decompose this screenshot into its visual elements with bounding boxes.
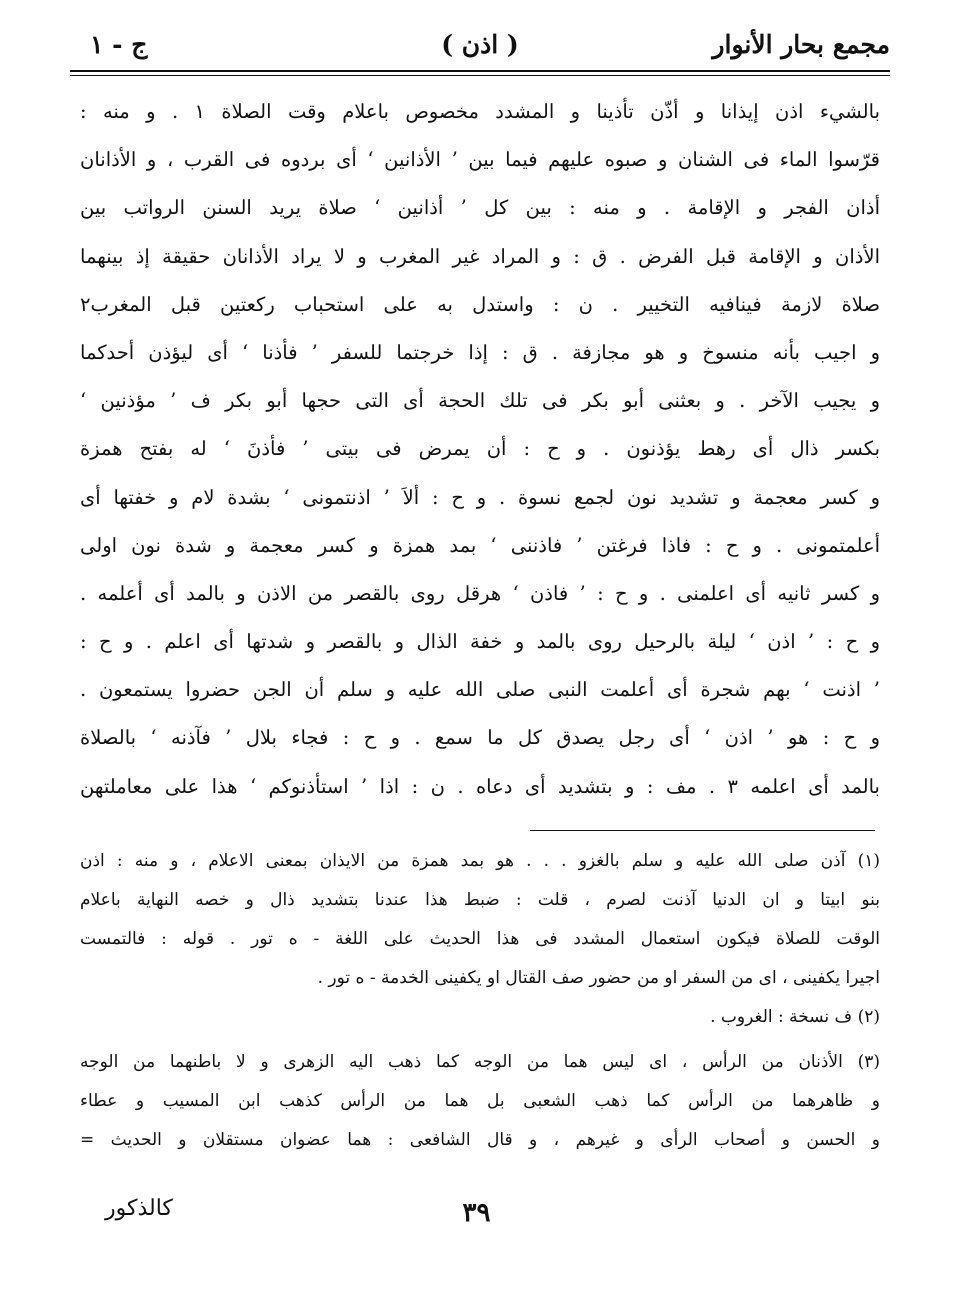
footnote-line: اجيرا يكفينى ، اى من السفر او من حضور صف القتال او يكفينى الخدمة - ه تور . [317,968,880,988]
entry-word: ( اذن ) [441,30,519,59]
header-rule-thin [70,75,890,76]
text-line: ’ اذنت ‘ بهم شجرة أى أعلمت النبى صلى الله عليه و سلم أن الجن حضروا يستمعون . [80,678,880,702]
text-line: و ح : ’ اذن ‘ ليلة بالرحيل روى بالمد و خفة الذال و بالقصر و شدتها أى اعلم . و ح : [80,630,880,654]
footnote-line: و الحسن و أصحاب الرأى و غيرهم ، و قال الشافعى : هما عضوان مستقلان و الحديث = [80,1130,880,1150]
text-line: بالشيء اذن إيذانا و أذّن تأذينا و المشدد مخصوص باعلام وقت الصلاة ١ . و منه : [80,100,880,123]
text-line: و ح : هو ’ اذن ‘ أى رجل يصدق كل ما سمع . و ح : فجاء بلال ’ فآذنه ‘ بالصلاة [80,726,880,750]
footnote-line: (٢) ف نسخة : الغروب . [710,1007,880,1027]
page-header [70,22,890,66]
book-title: مجمع بحار الأنوار [712,30,890,59]
footnote-line: (٣) الأذنان من الرأس ، اى ليس هما من الوجه كما ذهب اليه الزهرى و لا باطنهما من الوجه [80,1052,880,1072]
text-line: أذان الفجر و الإقامة . و منه : بين كل ’ أذانين ‘ صلاة يريد السنن الرواتب بين [80,196,880,220]
text-line: و كسر ثانيه أى اعلمنى . و ح : ’ فاذن ‘ هرقل روى بالقصر من الاذن و بالمد أى أعلمه . [80,581,880,605]
volume-number: ج - ١ [90,30,148,59]
text-line: و اجيب بأنه منسوخ و هو مجازفة . ق : إذا خرجتما للسفر ’ فأذنا ‘ أى ليؤذن أحدكما [80,340,880,364]
text-line: و يجيب الآخر . و بعثنى أبو بكر فى تلك الحجة أى التى حجها أبو بكر ف ’ مؤذنين ‘ [80,389,880,413]
footnote-line: و ظاهرهما من الرأس كما ذهب الشعبى بل هما من الرأس كذهب ابن المسيب و عطاء [80,1091,880,1111]
main-text [80,88,880,811]
header-rule [70,70,890,72]
text-line: بالمد أى اعلمه ٣ . مف : و بتشديد أى دعاه . ن : اذا ’ استأذنوكم ‘ هذا على معاملتهن [80,774,880,798]
text-line: الأذان و الإقامة قبل الفرض . ق : و المراد غير المغرب و لا يراد الأذانان حقيقة إذ بينهما [80,244,880,268]
text-line: بكسر ذال أى رهط يؤذنون . و ح : أن يمرض فى بيتى ’ فأذنَ ‘ له بفتح همزة [80,437,880,461]
footnote-line: (١) آذن صلى الله عليه و سلم بالغزو . . . هو بمد همزة من الايذان بمعنى الاعلام ، و منه : اذن [80,851,880,871]
footnote-line: بنو ابيتا و ان الدنيا آذنت لصرم ، قلت : ضبط هذا عندنا بتشديد ذال و خصه النهاية باعلام [80,890,880,910]
text-line: أعلمتمونى . و ح : فاذا فرغتن ’ فاذننى ‘ بمد همزة و كسر معجمة و شدة نون اولى [80,533,880,557]
footnotes [80,842,880,1160]
text-line: صلاة لازمة فينافيه التخيير . ن : واستدل به على استحباب ركعتين قبل المغرب٢ [80,292,880,316]
text-line: قرّسوا الماء فى الشنان و صبوه عليهم فيما بين ’ الأذانين ‘ أى بردوه فى القرب ، و الأذانان [80,148,880,172]
footnote-line: الوقت للصلاة فيكون استعمال المشدد فى هذا الحديث على اللغة - ه تور . قوله : فالتمست [80,929,880,949]
text-line: و كسر معجمة و تشديد نون لجمع نسوة . و ح : ألاَ ’ اذنتمونى ‘ بشدة لام و خفتها أى [80,485,880,509]
catchword: كالذكور [105,1196,173,1221]
footnote-rule [530,830,875,831]
page-number: ٣٩ [462,1198,491,1228]
